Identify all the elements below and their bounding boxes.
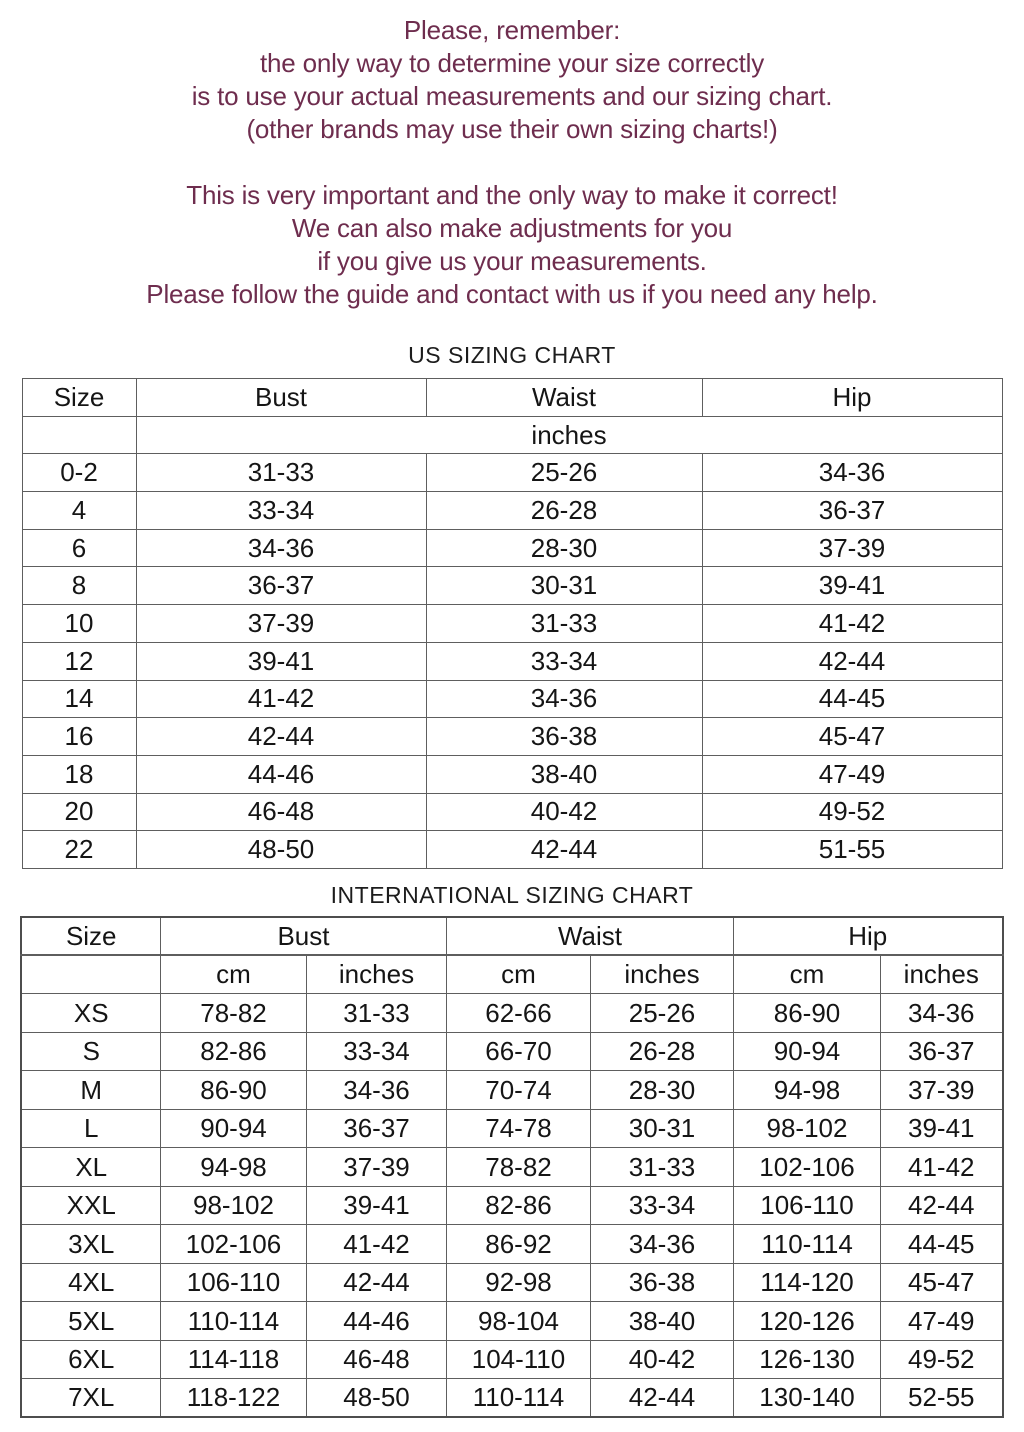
table-row bbox=[21, 1302, 1002, 1341]
cell-bust-cm: 86-90 bbox=[160, 1071, 306, 1110]
cell-bust-in: 33-34 bbox=[306, 1032, 446, 1071]
cell-waist: 36-38 bbox=[426, 718, 702, 756]
cell-hip: 47-49 bbox=[702, 755, 1002, 793]
cell-waist-in: 40-42 bbox=[590, 1340, 733, 1379]
cell-waist: 30-31 bbox=[426, 567, 702, 605]
cell-waist-cm: 62-66 bbox=[446, 994, 590, 1033]
intro-line: if you give us your measurements. bbox=[317, 246, 707, 276]
intro-text bbox=[0, 0, 1024, 311]
cell-bust: 41-42 bbox=[136, 680, 426, 718]
cell-size: 20 bbox=[22, 793, 136, 831]
cell-hip-in: 44-45 bbox=[881, 1225, 1003, 1264]
table-row bbox=[22, 793, 1002, 831]
intl-sub-bust-cm: cm bbox=[160, 955, 306, 994]
cell-size: XL bbox=[21, 1148, 160, 1187]
cell-bust-in: 36-37 bbox=[306, 1109, 446, 1148]
cell-bust-cm: 98-102 bbox=[160, 1186, 306, 1225]
cell-bust-cm: 94-98 bbox=[160, 1148, 306, 1187]
table-row bbox=[21, 1263, 1002, 1302]
cell-waist: 26-28 bbox=[426, 492, 702, 530]
cell-bust: 36-37 bbox=[136, 567, 426, 605]
cell-hip-cm: 98-102 bbox=[734, 1109, 881, 1148]
cell-waist-cm: 78-82 bbox=[446, 1148, 590, 1187]
cell-hip-cm: 126-130 bbox=[734, 1340, 881, 1379]
table-row bbox=[21, 1225, 1002, 1264]
table-row bbox=[22, 718, 1002, 756]
table-row bbox=[21, 1148, 1002, 1187]
intro-line: is to use your actual measurements and our sizing chart. bbox=[191, 81, 833, 111]
cell-waist-in: 42-44 bbox=[590, 1379, 733, 1418]
cell-size: S bbox=[21, 1032, 160, 1071]
intl-col-bust: Bust bbox=[160, 917, 446, 956]
us-col-hip: Hip bbox=[702, 379, 1002, 417]
us-header-row bbox=[22, 379, 1002, 417]
cell-waist-cm: 86-92 bbox=[446, 1225, 590, 1264]
us-unit-empty-cell bbox=[22, 416, 136, 454]
cell-bust-in: 37-39 bbox=[306, 1148, 446, 1187]
cell-bust-cm: 82-86 bbox=[160, 1032, 306, 1071]
table-row bbox=[22, 605, 1002, 643]
cell-bust: 39-41 bbox=[136, 642, 426, 680]
table-row bbox=[22, 454, 1002, 492]
cell-size: 10 bbox=[22, 605, 136, 643]
cell-hip-in: 41-42 bbox=[881, 1148, 1003, 1187]
us-unit-label: inches bbox=[136, 416, 1002, 454]
cell-bust-cm: 114-118 bbox=[160, 1340, 306, 1379]
cell-bust: 44-46 bbox=[136, 755, 426, 793]
cell-hip-in: 36-37 bbox=[881, 1032, 1003, 1071]
cell-waist-cm: 74-78 bbox=[446, 1109, 590, 1148]
us-col-bust: Bust bbox=[136, 379, 426, 417]
cell-hip: 45-47 bbox=[702, 718, 1002, 756]
cell-hip: 42-44 bbox=[702, 642, 1002, 680]
us-unit-row bbox=[22, 416, 1002, 454]
cell-waist-cm: 104-110 bbox=[446, 1340, 590, 1379]
cell-size: 3XL bbox=[21, 1225, 160, 1264]
cell-waist: 38-40 bbox=[426, 755, 702, 793]
cell-hip: 41-42 bbox=[702, 605, 1002, 643]
cell-size: 16 bbox=[22, 718, 136, 756]
cell-bust-in: 39-41 bbox=[306, 1186, 446, 1225]
table-row bbox=[21, 1340, 1002, 1379]
table-row bbox=[21, 1186, 1002, 1225]
cell-hip: 49-52 bbox=[702, 793, 1002, 831]
intro-line: We can also make adjustments for you bbox=[291, 213, 733, 243]
cell-hip-in: 45-47 bbox=[881, 1263, 1003, 1302]
cell-waist-in: 33-34 bbox=[590, 1186, 733, 1225]
cell-hip-in: 52-55 bbox=[881, 1379, 1003, 1418]
cell-hip-cm: 102-106 bbox=[734, 1148, 881, 1187]
intro-line: the only way to determine your size correctly bbox=[260, 48, 764, 78]
cell-hip-cm: 94-98 bbox=[734, 1071, 881, 1110]
cell-waist: 31-33 bbox=[426, 605, 702, 643]
intl-sub-bust-inches: inches bbox=[306, 955, 446, 994]
cell-waist-in: 26-28 bbox=[590, 1032, 733, 1071]
table-row bbox=[22, 755, 1002, 793]
intl-sub-waist-inches: inches bbox=[590, 955, 733, 994]
table-row bbox=[21, 1379, 1002, 1418]
cell-waist: 25-26 bbox=[426, 454, 702, 492]
table-row bbox=[22, 567, 1002, 605]
cell-size: 12 bbox=[22, 642, 136, 680]
cell-hip-cm: 86-90 bbox=[734, 994, 881, 1033]
cell-bust-cm: 102-106 bbox=[160, 1225, 306, 1264]
intro-block-2 bbox=[0, 179, 1024, 311]
cell-bust-in: 31-33 bbox=[306, 994, 446, 1033]
cell-hip-cm: 114-120 bbox=[734, 1263, 881, 1302]
cell-bust-cm: 118-122 bbox=[160, 1379, 306, 1418]
cell-bust-in: 42-44 bbox=[306, 1263, 446, 1302]
cell-bust-in: 41-42 bbox=[306, 1225, 446, 1264]
cell-waist-in: 28-30 bbox=[590, 1071, 733, 1110]
intl-col-hip: Hip bbox=[734, 917, 1003, 956]
us-sizing-table bbox=[22, 378, 1003, 869]
cell-bust: 48-50 bbox=[136, 831, 426, 869]
cell-bust-in: 44-46 bbox=[306, 1302, 446, 1341]
intro-line: (other brands may use their own sizing charts!) bbox=[246, 114, 778, 144]
cell-waist: 34-36 bbox=[426, 680, 702, 718]
us-col-size: Size bbox=[22, 379, 136, 417]
cell-waist-in: 36-38 bbox=[590, 1263, 733, 1302]
cell-bust: 33-34 bbox=[136, 492, 426, 530]
cell-bust-cm: 78-82 bbox=[160, 994, 306, 1033]
cell-bust-cm: 106-110 bbox=[160, 1263, 306, 1302]
cell-waist-in: 34-36 bbox=[590, 1225, 733, 1264]
cell-waist-cm: 98-104 bbox=[446, 1302, 590, 1341]
intl-sub-hip-cm: cm bbox=[734, 955, 881, 994]
cell-waist-in: 31-33 bbox=[590, 1148, 733, 1187]
table-row bbox=[21, 1032, 1002, 1071]
cell-bust-in: 48-50 bbox=[306, 1379, 446, 1418]
cell-hip-in: 37-39 bbox=[881, 1071, 1003, 1110]
cell-size: 7XL bbox=[21, 1379, 160, 1418]
cell-size: 4 bbox=[22, 492, 136, 530]
cell-size: 6 bbox=[22, 529, 136, 567]
cell-bust-cm: 110-114 bbox=[160, 1302, 306, 1341]
cell-bust-in: 46-48 bbox=[306, 1340, 446, 1379]
intl-header-row bbox=[21, 917, 1002, 956]
cell-hip: 34-36 bbox=[702, 454, 1002, 492]
cell-size: XS bbox=[21, 994, 160, 1033]
table-row bbox=[22, 529, 1002, 567]
intro-line: Please follow the guide and contact with us if you need any help. bbox=[146, 279, 878, 309]
cell-waist-in: 25-26 bbox=[590, 994, 733, 1033]
cell-size: 22 bbox=[22, 831, 136, 869]
cell-waist-cm: 110-114 bbox=[446, 1379, 590, 1418]
cell-size: 6XL bbox=[21, 1340, 160, 1379]
cell-bust-in: 34-36 bbox=[306, 1071, 446, 1110]
table-row bbox=[22, 831, 1002, 869]
cell-waist-cm: 92-98 bbox=[446, 1263, 590, 1302]
cell-hip-cm: 106-110 bbox=[734, 1186, 881, 1225]
cell-hip-in: 42-44 bbox=[881, 1186, 1003, 1225]
cell-waist: 40-42 bbox=[426, 793, 702, 831]
cell-bust-cm: 90-94 bbox=[160, 1109, 306, 1148]
cell-hip: 36-37 bbox=[702, 492, 1002, 530]
intl-subheader-row bbox=[21, 955, 1002, 994]
cell-bust: 37-39 bbox=[136, 605, 426, 643]
cell-size: 14 bbox=[22, 680, 136, 718]
cell-hip-in: 49-52 bbox=[881, 1340, 1003, 1379]
table-row bbox=[22, 492, 1002, 530]
cell-hip-cm: 110-114 bbox=[734, 1225, 881, 1264]
intl-chart-title: INTERNATIONAL SIZING CHART bbox=[330, 881, 694, 908]
cell-hip-cm: 90-94 bbox=[734, 1032, 881, 1071]
cell-waist-cm: 66-70 bbox=[446, 1032, 590, 1071]
cell-size: 8 bbox=[22, 567, 136, 605]
cell-hip: 37-39 bbox=[702, 529, 1002, 567]
international-sizing-table bbox=[20, 916, 1003, 1419]
cell-size: 4XL bbox=[21, 1263, 160, 1302]
cell-hip: 39-41 bbox=[702, 567, 1002, 605]
cell-hip-cm: 130-140 bbox=[734, 1379, 881, 1418]
cell-waist: 33-34 bbox=[426, 642, 702, 680]
cell-size: L bbox=[21, 1109, 160, 1148]
cell-size: M bbox=[21, 1071, 160, 1110]
cell-bust: 34-36 bbox=[136, 529, 426, 567]
intl-sub-empty-cell bbox=[21, 955, 160, 994]
intro-block-1 bbox=[0, 14, 1024, 146]
cell-size: 5XL bbox=[21, 1302, 160, 1341]
cell-waist-cm: 82-86 bbox=[446, 1186, 590, 1225]
intl-sub-waist-cm: cm bbox=[446, 955, 590, 994]
cell-hip-cm: 120-126 bbox=[734, 1302, 881, 1341]
intro-line: Please, remember: bbox=[403, 15, 621, 45]
cell-hip-in: 39-41 bbox=[881, 1109, 1003, 1148]
table-row bbox=[21, 1109, 1002, 1148]
cell-waist-in: 30-31 bbox=[590, 1109, 733, 1148]
cell-bust: 46-48 bbox=[136, 793, 426, 831]
us-col-waist: Waist bbox=[426, 379, 702, 417]
table-row bbox=[22, 680, 1002, 718]
us-chart-title: US SIZING CHART bbox=[408, 342, 616, 368]
cell-hip: 51-55 bbox=[702, 831, 1002, 869]
table-row bbox=[22, 642, 1002, 680]
cell-hip: 44-45 bbox=[702, 680, 1002, 718]
cell-size: 18 bbox=[22, 755, 136, 793]
intl-sub-hip-inches: inches bbox=[881, 955, 1003, 994]
table-row bbox=[21, 994, 1002, 1033]
intl-col-size: Size bbox=[21, 917, 160, 956]
cell-size: 0-2 bbox=[22, 454, 136, 492]
cell-waist-in: 38-40 bbox=[590, 1302, 733, 1341]
cell-hip-in: 47-49 bbox=[881, 1302, 1003, 1341]
cell-waist: 42-44 bbox=[426, 831, 702, 869]
cell-hip-in: 34-36 bbox=[881, 994, 1003, 1033]
table-row bbox=[21, 1071, 1002, 1110]
cell-bust: 31-33 bbox=[136, 454, 426, 492]
intro-line: This is very important and the only way to make it correct! bbox=[186, 180, 838, 210]
cell-waist: 28-30 bbox=[426, 529, 702, 567]
cell-size: XXL bbox=[21, 1186, 160, 1225]
cell-waist-cm: 70-74 bbox=[446, 1071, 590, 1110]
intl-col-waist: Waist bbox=[446, 917, 733, 956]
cell-bust: 42-44 bbox=[136, 718, 426, 756]
